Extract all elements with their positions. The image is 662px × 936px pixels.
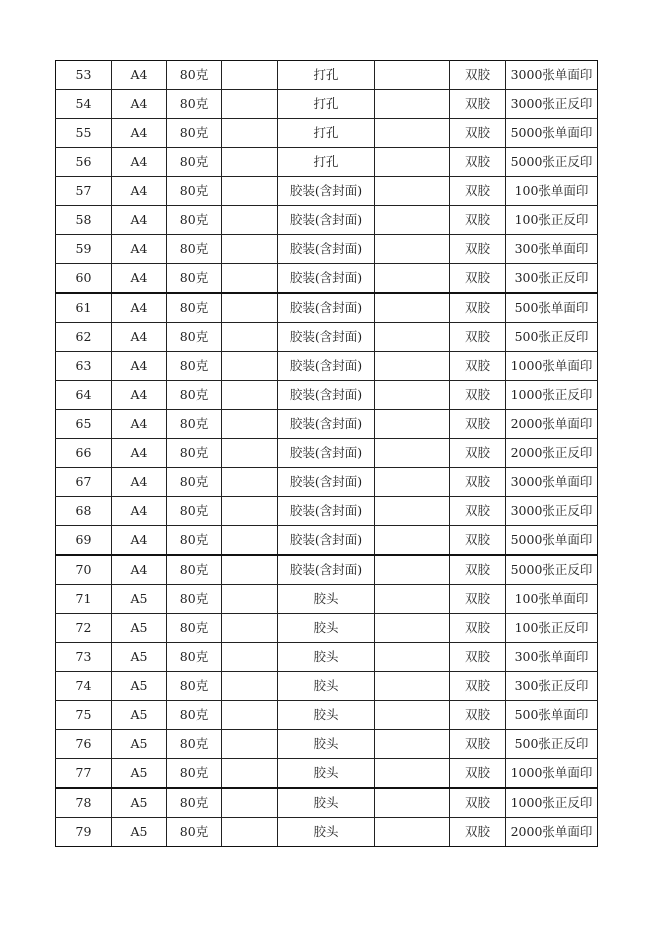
empty-cell <box>375 759 450 789</box>
empty-cell <box>375 148 450 177</box>
empty-cell <box>375 788 450 818</box>
empty-cell <box>375 555 450 585</box>
row-number-cell: 61 <box>56 293 112 323</box>
row-number-cell: 77 <box>56 759 112 789</box>
paper-size-cell: A4 <box>112 555 167 585</box>
row-number-cell: 57 <box>56 177 112 206</box>
row-number-cell: 67 <box>56 468 112 497</box>
paper-size-cell: A4 <box>112 264 167 294</box>
empty-cell <box>375 381 450 410</box>
empty-cell <box>375 206 450 235</box>
row-number-cell: 60 <box>56 264 112 294</box>
empty-cell <box>375 119 450 148</box>
print-spec-cell: 500张单面印 <box>506 293 598 323</box>
print-spec-cell: 3000张单面印 <box>506 61 598 90</box>
paper-type-cell: 双胶 <box>450 61 506 90</box>
table-row <box>56 293 598 323</box>
print-spec-cell: 500张单面印 <box>506 701 598 730</box>
paper-size-cell: A5 <box>112 672 167 701</box>
table-row <box>56 352 598 381</box>
process-cell: 胶头 <box>278 759 375 789</box>
row-number-cell: 72 <box>56 614 112 643</box>
print-spec-cell: 1000张正反印 <box>506 788 598 818</box>
process-cell: 胶装(含封面) <box>278 468 375 497</box>
row-number-cell: 55 <box>56 119 112 148</box>
process-cell: 打孔 <box>278 148 375 177</box>
row-number-cell: 74 <box>56 672 112 701</box>
empty-cell <box>375 672 450 701</box>
paper-size-cell: A4 <box>112 410 167 439</box>
table-row <box>56 730 598 759</box>
print-spec-cell: 300张正反印 <box>506 672 598 701</box>
row-number-cell: 56 <box>56 148 112 177</box>
table-row <box>56 672 598 701</box>
table-row <box>56 585 598 614</box>
row-number-cell: 63 <box>56 352 112 381</box>
print-spec-cell: 5000张正反印 <box>506 555 598 585</box>
empty-cell <box>222 555 278 585</box>
process-cell: 胶装(含封面) <box>278 381 375 410</box>
empty-cell <box>222 148 278 177</box>
print-spec-cell: 5000张正反印 <box>506 148 598 177</box>
paper-weight-cell: 80克 <box>167 555 222 585</box>
table-row <box>56 497 598 526</box>
process-cell: 胶装(含封面) <box>278 264 375 294</box>
table-row <box>56 555 598 585</box>
print-spec-cell: 100张单面印 <box>506 177 598 206</box>
paper-type-cell: 双胶 <box>450 788 506 818</box>
paper-weight-cell: 80克 <box>167 90 222 119</box>
table-row <box>56 410 598 439</box>
print-spec-cell: 3000张正反印 <box>506 90 598 119</box>
paper-weight-cell: 80克 <box>167 235 222 264</box>
table-row <box>56 759 598 789</box>
empty-cell <box>375 468 450 497</box>
paper-type-cell: 双胶 <box>450 410 506 439</box>
paper-weight-cell: 80克 <box>167 788 222 818</box>
empty-cell <box>222 323 278 352</box>
print-spec-cell: 100张正反印 <box>506 614 598 643</box>
process-cell: 胶装(含封面) <box>278 177 375 206</box>
empty-cell <box>222 672 278 701</box>
empty-cell <box>375 61 450 90</box>
row-number-cell: 70 <box>56 555 112 585</box>
paper-type-cell: 双胶 <box>450 730 506 759</box>
paper-type-cell: 双胶 <box>450 235 506 264</box>
table-row <box>56 148 598 177</box>
paper-type-cell: 双胶 <box>450 497 506 526</box>
paper-type-cell: 双胶 <box>450 672 506 701</box>
print-spec-cell: 3000张正反印 <box>506 497 598 526</box>
empty-cell <box>375 323 450 352</box>
print-spec-cell: 2000张单面印 <box>506 818 598 847</box>
print-spec-cell: 3000张单面印 <box>506 468 598 497</box>
row-number-cell: 78 <box>56 788 112 818</box>
row-number-cell: 62 <box>56 323 112 352</box>
empty-cell <box>375 264 450 294</box>
process-cell: 胶头 <box>278 672 375 701</box>
paper-weight-cell: 80克 <box>167 701 222 730</box>
price-table <box>55 60 598 847</box>
paper-type-cell: 双胶 <box>450 526 506 556</box>
empty-cell <box>222 759 278 789</box>
paper-weight-cell: 80克 <box>167 323 222 352</box>
paper-weight-cell: 80克 <box>167 293 222 323</box>
process-cell: 胶头 <box>278 643 375 672</box>
paper-type-cell: 双胶 <box>450 818 506 847</box>
process-cell: 胶装(含封面) <box>278 555 375 585</box>
empty-cell <box>222 788 278 818</box>
paper-weight-cell: 80克 <box>167 148 222 177</box>
empty-cell <box>222 177 278 206</box>
paper-size-cell: A5 <box>112 585 167 614</box>
empty-cell <box>222 526 278 556</box>
process-cell: 胶装(含封面) <box>278 352 375 381</box>
paper-size-cell: A4 <box>112 352 167 381</box>
empty-cell <box>222 497 278 526</box>
table-row <box>56 235 598 264</box>
empty-cell <box>222 206 278 235</box>
row-number-cell: 71 <box>56 585 112 614</box>
paper-size-cell: A5 <box>112 614 167 643</box>
paper-size-cell: A5 <box>112 730 167 759</box>
empty-cell <box>375 410 450 439</box>
empty-cell <box>375 614 450 643</box>
paper-weight-cell: 80克 <box>167 497 222 526</box>
paper-weight-cell: 80克 <box>167 206 222 235</box>
paper-size-cell: A5 <box>112 643 167 672</box>
process-cell: 胶装(含封面) <box>278 497 375 526</box>
empty-cell <box>375 497 450 526</box>
row-number-cell: 76 <box>56 730 112 759</box>
paper-type-cell: 双胶 <box>450 585 506 614</box>
row-number-cell: 68 <box>56 497 112 526</box>
empty-cell <box>375 352 450 381</box>
paper-weight-cell: 80克 <box>167 730 222 759</box>
paper-size-cell: A4 <box>112 206 167 235</box>
row-number-cell: 53 <box>56 61 112 90</box>
empty-cell <box>375 818 450 847</box>
paper-type-cell: 双胶 <box>450 90 506 119</box>
paper-type-cell: 双胶 <box>450 759 506 789</box>
table-row <box>56 323 598 352</box>
paper-size-cell: A4 <box>112 323 167 352</box>
process-cell: 打孔 <box>278 61 375 90</box>
empty-cell <box>222 614 278 643</box>
row-number-cell: 65 <box>56 410 112 439</box>
row-number-cell: 79 <box>56 818 112 847</box>
process-cell: 胶装(含封面) <box>278 235 375 264</box>
empty-cell <box>222 701 278 730</box>
process-cell: 胶头 <box>278 585 375 614</box>
empty-cell <box>375 701 450 730</box>
empty-cell <box>222 90 278 119</box>
paper-weight-cell: 80克 <box>167 818 222 847</box>
empty-cell <box>222 293 278 323</box>
row-number-cell: 54 <box>56 90 112 119</box>
table-row <box>56 90 598 119</box>
process-cell: 胶头 <box>278 614 375 643</box>
paper-size-cell: A5 <box>112 701 167 730</box>
paper-size-cell: A4 <box>112 468 167 497</box>
empty-cell <box>222 410 278 439</box>
table-row <box>56 119 598 148</box>
empty-cell <box>222 643 278 672</box>
print-spec-cell: 500张正反印 <box>506 730 598 759</box>
paper-type-cell: 双胶 <box>450 555 506 585</box>
table-row <box>56 381 598 410</box>
process-cell: 胶头 <box>278 818 375 847</box>
paper-size-cell: A5 <box>112 818 167 847</box>
empty-cell <box>222 61 278 90</box>
paper-type-cell: 双胶 <box>450 148 506 177</box>
paper-type-cell: 双胶 <box>450 643 506 672</box>
process-cell: 胶装(含封面) <box>278 293 375 323</box>
row-number-cell: 66 <box>56 439 112 468</box>
paper-weight-cell: 80克 <box>167 410 222 439</box>
empty-cell <box>375 526 450 556</box>
paper-weight-cell: 80克 <box>167 643 222 672</box>
paper-type-cell: 双胶 <box>450 293 506 323</box>
print-spec-cell: 2000张单面印 <box>506 410 598 439</box>
paper-size-cell: A4 <box>112 235 167 264</box>
paper-weight-cell: 80克 <box>167 352 222 381</box>
paper-type-cell: 双胶 <box>450 439 506 468</box>
row-number-cell: 69 <box>56 526 112 556</box>
empty-cell <box>222 119 278 148</box>
empty-cell <box>222 381 278 410</box>
table-row <box>56 439 598 468</box>
print-spec-cell: 5000张单面印 <box>506 526 598 556</box>
row-number-cell: 73 <box>56 643 112 672</box>
table-row <box>56 643 598 672</box>
print-spec-cell: 300张单面印 <box>506 235 598 264</box>
print-spec-cell: 300张单面印 <box>506 643 598 672</box>
print-spec-cell: 5000张单面印 <box>506 119 598 148</box>
paper-weight-cell: 80克 <box>167 177 222 206</box>
print-spec-cell: 500张正反印 <box>506 323 598 352</box>
paper-size-cell: A4 <box>112 526 167 556</box>
process-cell: 胶头 <box>278 701 375 730</box>
empty-cell <box>222 468 278 497</box>
paper-size-cell: A5 <box>112 759 167 789</box>
print-spec-cell: 1000张单面印 <box>506 352 598 381</box>
empty-cell <box>222 585 278 614</box>
print-spec-cell: 100张正反印 <box>506 206 598 235</box>
process-cell: 胶装(含封面) <box>278 410 375 439</box>
paper-type-cell: 双胶 <box>450 701 506 730</box>
empty-cell <box>222 439 278 468</box>
table-row <box>56 701 598 730</box>
paper-size-cell: A4 <box>112 119 167 148</box>
paper-weight-cell: 80克 <box>167 759 222 789</box>
paper-size-cell: A4 <box>112 497 167 526</box>
empty-cell <box>375 235 450 264</box>
table-row <box>56 177 598 206</box>
empty-cell <box>375 439 450 468</box>
paper-weight-cell: 80克 <box>167 585 222 614</box>
paper-weight-cell: 80克 <box>167 381 222 410</box>
paper-size-cell: A4 <box>112 381 167 410</box>
paper-type-cell: 双胶 <box>450 381 506 410</box>
empty-cell <box>375 293 450 323</box>
table-row <box>56 818 598 847</box>
empty-cell <box>375 730 450 759</box>
paper-type-cell: 双胶 <box>450 119 506 148</box>
print-spec-cell: 1000张正反印 <box>506 381 598 410</box>
empty-cell <box>375 643 450 672</box>
row-number-cell: 58 <box>56 206 112 235</box>
paper-size-cell: A4 <box>112 90 167 119</box>
empty-cell <box>222 352 278 381</box>
paper-type-cell: 双胶 <box>450 614 506 643</box>
process-cell: 胶装(含封面) <box>278 526 375 556</box>
paper-size-cell: A4 <box>112 177 167 206</box>
paper-weight-cell: 80克 <box>167 672 222 701</box>
process-cell: 胶头 <box>278 730 375 759</box>
process-cell: 打孔 <box>278 119 375 148</box>
paper-weight-cell: 80克 <box>167 61 222 90</box>
empty-cell <box>375 585 450 614</box>
paper-type-cell: 双胶 <box>450 264 506 294</box>
print-spec-cell: 100张单面印 <box>506 585 598 614</box>
empty-cell <box>222 264 278 294</box>
process-cell: 胶头 <box>278 788 375 818</box>
table-row <box>56 788 598 818</box>
process-cell: 打孔 <box>278 90 375 119</box>
empty-cell <box>222 818 278 847</box>
table-row <box>56 264 598 294</box>
paper-weight-cell: 80克 <box>167 439 222 468</box>
table-row <box>56 206 598 235</box>
table-row <box>56 526 598 556</box>
empty-cell <box>375 90 450 119</box>
empty-cell <box>222 235 278 264</box>
paper-weight-cell: 80克 <box>167 264 222 294</box>
print-spec-cell: 1000张单面印 <box>506 759 598 789</box>
paper-size-cell: A4 <box>112 439 167 468</box>
paper-type-cell: 双胶 <box>450 323 506 352</box>
paper-size-cell: A4 <box>112 148 167 177</box>
row-number-cell: 59 <box>56 235 112 264</box>
paper-weight-cell: 80克 <box>167 468 222 497</box>
paper-weight-cell: 80克 <box>167 119 222 148</box>
process-cell: 胶装(含封面) <box>278 206 375 235</box>
table-row <box>56 61 598 90</box>
paper-type-cell: 双胶 <box>450 206 506 235</box>
paper-size-cell: A4 <box>112 293 167 323</box>
print-spec-cell: 2000张正反印 <box>506 439 598 468</box>
table-row <box>56 468 598 497</box>
paper-size-cell: A4 <box>112 61 167 90</box>
empty-cell <box>375 177 450 206</box>
row-number-cell: 75 <box>56 701 112 730</box>
paper-type-cell: 双胶 <box>450 177 506 206</box>
table-row <box>56 614 598 643</box>
paper-type-cell: 双胶 <box>450 352 506 381</box>
empty-cell <box>222 730 278 759</box>
paper-type-cell: 双胶 <box>450 468 506 497</box>
table-body <box>56 61 598 847</box>
print-spec-cell: 300张正反印 <box>506 264 598 294</box>
paper-size-cell: A5 <box>112 788 167 818</box>
row-number-cell: 64 <box>56 381 112 410</box>
paper-weight-cell: 80克 <box>167 526 222 556</box>
paper-weight-cell: 80克 <box>167 614 222 643</box>
process-cell: 胶装(含封面) <box>278 439 375 468</box>
process-cell: 胶装(含封面) <box>278 323 375 352</box>
